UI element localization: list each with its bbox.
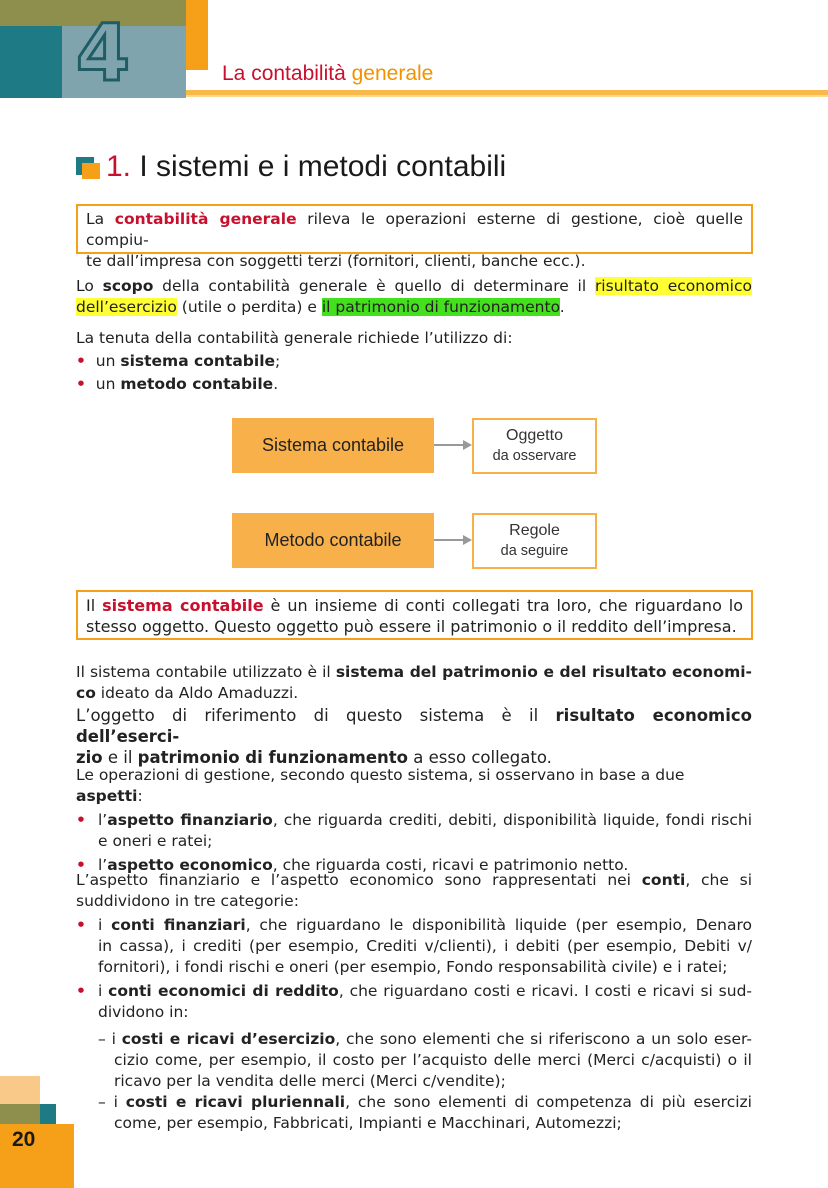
highlight-esercizio: dell’esercizio bbox=[76, 298, 177, 316]
list-item: – i costi e ricavi d’esercizio, che sono elementi che si riferiscono a un solo eser- cizio come, per esempio, il costo per l’acquisto delle merci (Merci c/acquisti) o il ricavo per la vendita delle merci (Merci c/vendite); bbox=[98, 1030, 752, 1090]
bullet-icon: • bbox=[76, 916, 86, 934]
arrow-right-icon bbox=[463, 440, 472, 450]
diagram-regole-box: Regole da seguire bbox=[472, 513, 597, 569]
list-item: • un metodo contabile. bbox=[76, 375, 279, 393]
list-item: • i conti finanziari, che riguardano le disponibilità liquide (per esempio, Denaro in cassa), i crediti (per esempio, Crediti v/clienti), i debiti (per esempio, Debiti v/ fornitori), i fondi rischi e oneri (per esempio, Fondo responsabilità civile) e i ratei; bbox=[76, 916, 752, 976]
highlight-patrimonio: il patrimonio di funzionamento bbox=[321, 298, 560, 316]
definition-box-contabilita bbox=[76, 204, 753, 270]
arrow-right-icon bbox=[463, 535, 472, 545]
bullet-icon: • bbox=[76, 811, 86, 829]
section-title bbox=[106, 150, 506, 184]
chapter-title bbox=[222, 62, 433, 86]
definition-term: contabilità generale bbox=[114, 210, 297, 228]
paragraph-sistema: Il sistema contabile utilizzato è il sistema del patrimonio e del risultato economi- co ideato da Aldo Amaduzzi. bbox=[76, 663, 752, 702]
paragraph-aspetti: Le operazioni di gestione, secondo questo sistema, si osservano in base a due aspetti: • l’aspetto finanziario, che riguarda crediti, debiti, disponibilità liquide, fondi rischi e oneri e ratei; • l’aspetto economico, che riguarda costi, ricavi e patrimonio netto. bbox=[76, 766, 752, 874]
paragraph-tenuta: La tenuta della contabilità generale richiede l’utilizzo di: • un sistema contabile; • un metodo contabile. bbox=[76, 328, 752, 395]
header-rule-light bbox=[186, 95, 828, 97]
bullet-icon: • bbox=[76, 352, 86, 370]
list-item: • l’aspetto economico, che riguarda costi, ricavi e patrimonio netto. bbox=[76, 856, 629, 874]
definition-line-1: La contabilità generale rileva le operazioni esterne di gestione, cioè quelle compiu- bbox=[86, 210, 744, 249]
footer-olive-block bbox=[0, 1104, 40, 1124]
list-item: • l’aspetto finanziario, che riguarda crediti, debiti, disponibilità liquide, fondi rischi e oneri e ratei; bbox=[76, 811, 752, 850]
bullet-icon: • bbox=[76, 982, 86, 1000]
paragraph-conti: L’aspetto finanziario e l’aspetto economico sono rappresentati nei conti, che si suddividono in tre categorie: • i conti finanziari, che riguardano le disponibilità liquide (per esempio, Denaro in cassa), i crediti (per esempio, Crediti v/clienti), i debiti (per esempio, Debiti v/ fornitori), i fondi rischi e oneri (per esempio, Fondo responsabilità civile) e i ratei; • i conti economici di reddito, che riguardano costi e ricavi. I costi e ricavi si sud- dividono in: – i costi e ricavi d’esercizio, che sono elementi che si riferiscono a un solo eser- cizio come, per esempio, il costo per l’acquisto delle merci (Merci c/acquisti) o il ricavo per la vendita delle merci (Merci c/vendite); – i costi e ricavi pluriennali, che sono elementi di competenza di più esercizi come, per esempio, Fabbricati, Impianti e Macchinari, Automezzi; bbox=[76, 871, 753, 1132]
diagram-arrow-line bbox=[434, 539, 464, 541]
definition-line-2: te dall’impresa con soggetti terzi (fornitori, clienti, banche ecc.). bbox=[86, 252, 586, 270]
diagram-oggetto-box: Oggetto da osservare bbox=[472, 418, 597, 474]
chapter-title-main: La contabilità bbox=[222, 62, 346, 85]
paragraph-oggetto: L’oggetto di riferimento di questo sistema è il risultato economico dell’eserci- zio e il patrimonio di funzionamento a esso collegato. bbox=[76, 706, 752, 767]
section-number: 1. bbox=[106, 150, 132, 183]
chapter-title-accent: generale bbox=[351, 62, 434, 85]
page-number: 20 bbox=[12, 1128, 36, 1151]
section-square-accent-icon bbox=[82, 163, 100, 179]
paragraph-scopo: Lo scopo della contabilità generale è quello di determinare il risultato economico dell’esercizio (utile o perdita) e il patrimonio di funzionamento. bbox=[76, 277, 752, 316]
bullet-icon: • bbox=[76, 375, 86, 393]
section-title-text: I sistemi e i metodi contabili bbox=[139, 150, 507, 183]
diagram-metodo-contabile: Metodo contabile bbox=[232, 513, 434, 568]
definition-box-sistema: Il sistema contabile è un insieme di conti collegati tra loro, che riguardano lo stesso oggetto. Questo oggetto può essere il patrimonio o il reddito dell’impresa. bbox=[76, 590, 753, 640]
bullet-icon: • bbox=[76, 856, 86, 874]
diagram-arrow-line bbox=[434, 444, 464, 446]
footer-teal-block bbox=[40, 1104, 56, 1124]
definition-term: sistema contabile bbox=[102, 596, 264, 615]
highlight-risultato: risultato economico bbox=[594, 277, 752, 295]
footer-light-block bbox=[0, 1076, 40, 1104]
list-item: • i conti economici di reddito, che riguardano costi e ricavi. I costi e ricavi si sud- dividono in: bbox=[76, 982, 753, 1021]
diagram-sistema-contabile: Sistema contabile bbox=[232, 418, 434, 473]
chapter-number: 4 bbox=[75, 9, 131, 99]
list-item: – i costi e ricavi pluriennali, che sono elementi di competenza di più esercizi come, per esempio, Fabbricati, Impianti e Macchinari, Automezzi; bbox=[98, 1093, 752, 1132]
header-orange-tab bbox=[186, 0, 208, 70]
list-item: • un sistema contabile; bbox=[76, 352, 281, 370]
